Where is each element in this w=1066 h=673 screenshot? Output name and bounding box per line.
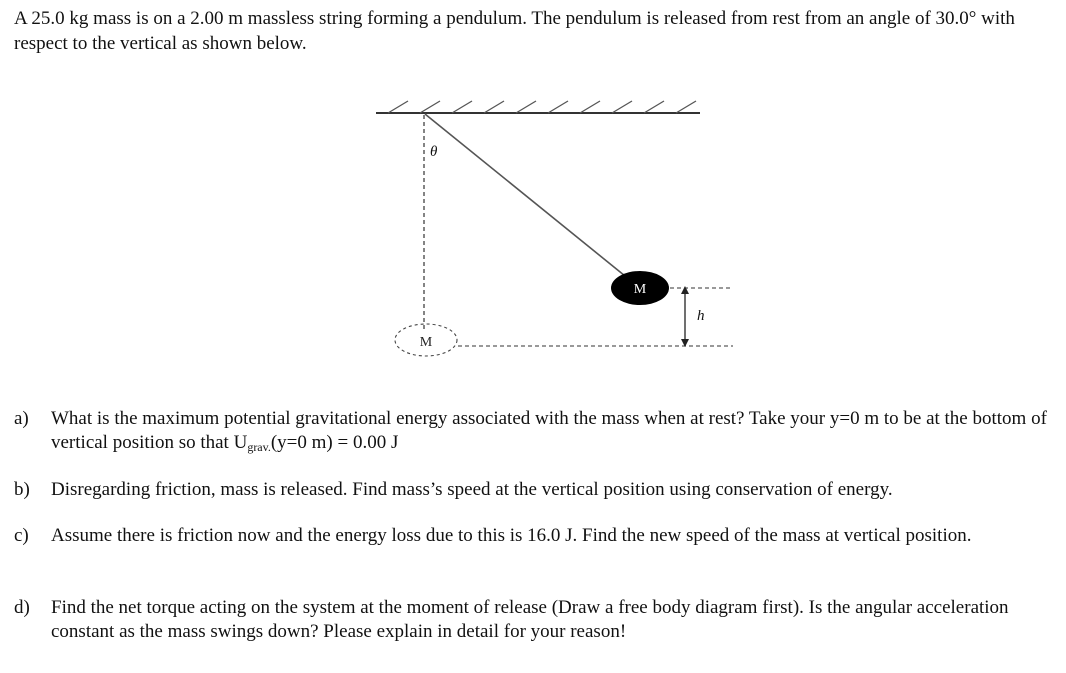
question-text: Find the net torque acting on the system at the moment of release (Draw a free body diagram first). Is the angular acceleration constant as the mass swings down? Please explain in detail for your reason! [51,597,1009,642]
question-text: What is the maximum potential gravitational energy associated with the mass when at rest? Take your y=0 m to be at the bottom of vertical position so that $U_{grav.}(y=0$ m) = 0.00 J [51,408,1047,454]
height-label: h [697,308,705,324]
question-d [14,596,1054,644]
question-c [14,524,1054,548]
height-arrow-head-up [681,286,689,294]
ceiling-hatching [388,101,696,113]
problem-intro: A 25.0 kg mass is on a 2.00 m massless string forming a pendulum. The pendulum is released from rest from an angle of 30.0° with respect to the vertical as shown below. [14,8,1015,54]
question-letter: b) [14,479,30,500]
question-letter: c) [14,525,29,546]
question-text: Disregarding friction, mass is released. Find mass’s speed at the vertical position using conservation of energy. [51,479,893,500]
theta-label: θ [430,144,438,160]
rest-mass-label: M [419,335,433,350]
question-text: Assume there is friction now and the energy loss due to this is 16.0 J. Find the new speed of the mass at vertical position. [51,525,972,546]
mass-label: M [633,282,647,297]
question-letter: d) [14,597,30,618]
question-a [14,407,1054,455]
question-letter: a) [14,408,29,429]
pendulum-string [425,114,630,280]
subscript-grav: grav. [247,440,271,454]
question-b [14,478,1054,502]
